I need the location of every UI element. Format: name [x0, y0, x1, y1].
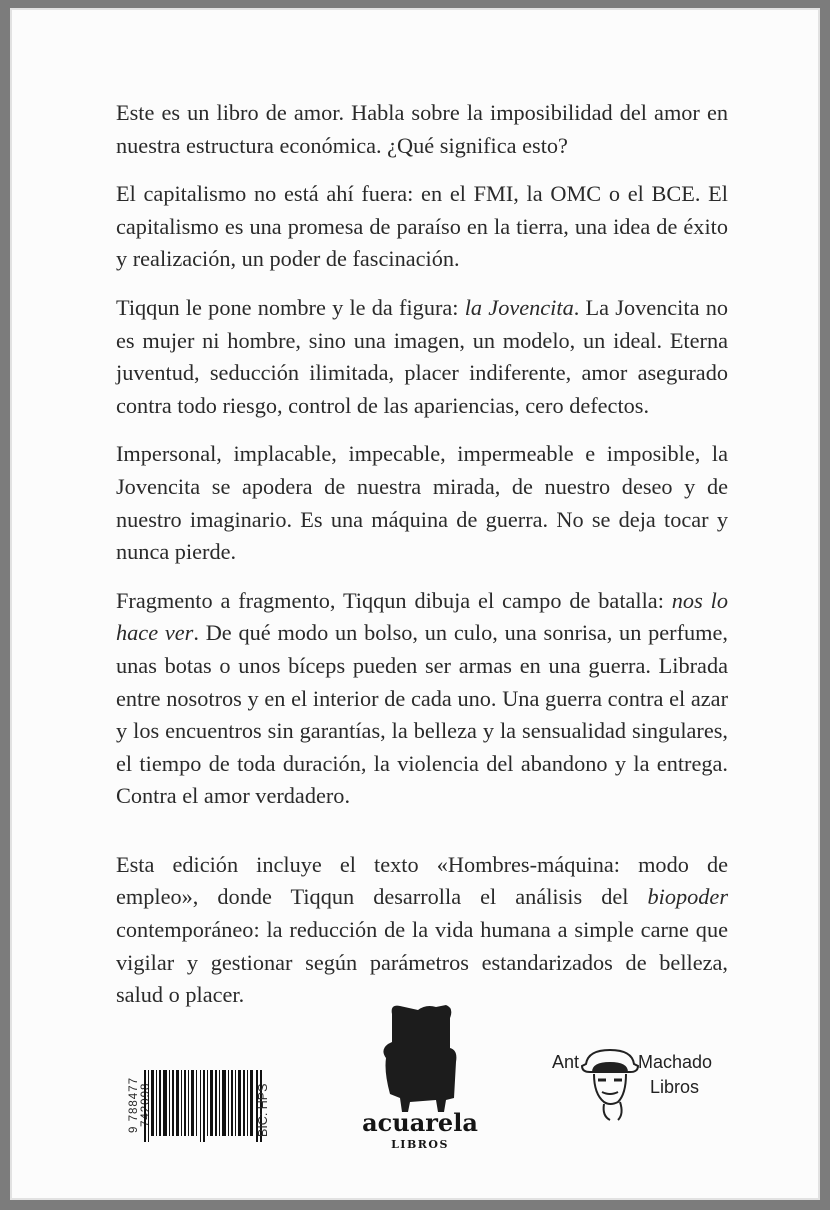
paragraph-6-text-b: contemporáneo: la reducción de la vida humana a simple carne que vigilar y gestionar según parámetros estandarizados de belleza, salud o placer.	[116, 917, 728, 1008]
acuarela-logo	[360, 1002, 480, 1162]
paragraph-5-italic: nos lo hace ver	[116, 587, 728, 646]
paragraph-2: El capitalismo no está ahí fuera: en el FMI, la OMC o el BCE. El capitalismo es una promesa de paraíso en la tierra, una idea de éxito y realización, un poder de fascinación.	[116, 181, 728, 272]
paragraph-6	[116, 849, 728, 1012]
machado-libros-logo	[552, 1044, 720, 1124]
paragraph-6-text-a: Esta edición incluye el texto «Hombres-máquina: modo de empleo», donde Tiqqun desarrolla el análisis del	[116, 851, 728, 910]
paragraph-1: Este es un libro de amor. Habla sobre la imposibilidad del amor en nuestra estructura económica. ¿Qué significa esto?	[116, 100, 728, 158]
paragraph-5	[116, 585, 728, 813]
paragraph-6-italic: biopoder	[647, 884, 728, 910]
paragraph-5-text-a: Fragmento a fragmento, Tiqqun dibuja el campo de batalla:	[116, 587, 672, 613]
portrait-icon	[580, 1044, 640, 1122]
paragraph-3	[116, 292, 728, 422]
paragraph-3-text-a: Tiqqun le pone nombre y le da figura:	[116, 294, 465, 320]
publisher-sub: LIBROS	[391, 1138, 449, 1151]
bic-code: BIC: HPS	[256, 1083, 270, 1137]
machado-libros-text: Libros	[650, 1077, 700, 1097]
blurb-text	[116, 97, 728, 1028]
publisher-name: acuarela	[362, 1108, 478, 1137]
barcode-bars	[144, 1070, 262, 1142]
paragraph-5-text-b: . De qué modo un bolso, un culo, una sonrisa, un perfume, unas botas o unos bíceps pueden ser armas en una guerra. Librada entre nosotros y en el interior de cada uno. Una guerra contra el azar y los encuentros sin garantías, la belleza y la sensualidad singulares, el tiempo de toda duración, la violencia del abandono y la entrega. Contra el amor verdadero.	[116, 620, 728, 809]
paragraph-3-text-b: . La Jovencita no es mujer ni hombre, sino una imagen, un modelo, un ideal. Eterna juventud, seducción ilimitada, placer indiferente, amor asegurado contra todo riesgo, control de las apariencias, cero defectos.	[116, 294, 728, 418]
machado-name-text: Machado	[638, 1052, 713, 1072]
armchair-icon	[370, 1002, 470, 1112]
paragraph-3-italic: la Jovencita	[464, 294, 574, 320]
machado-ant-text: Ant	[552, 1052, 580, 1072]
barcode-digits: 9 788477	[128, 1077, 140, 1133]
paragraph-4: Impersonal, implacable, impecable, impermeable e imposible, la Jovencita se apodera de nuestra mirada, de nuestro deseo y de nuestro imaginario. Es una máquina de guerra. No se deja tocar y nunca pierde.	[116, 441, 728, 565]
